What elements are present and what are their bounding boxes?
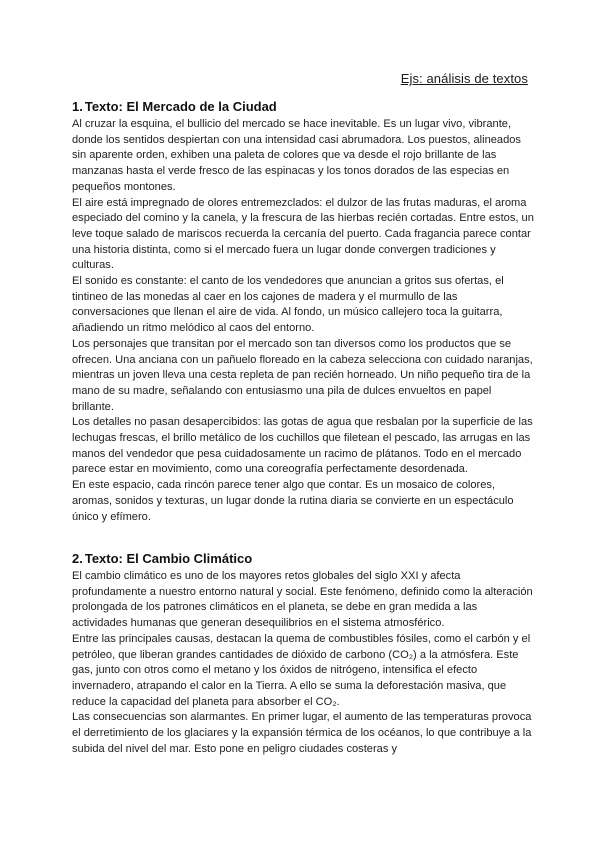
paragraph: Los personajes que transitan por el mercado son tan diversos como los productos que se ofrecen. Una anciana con un pañuelo floreado en la cabeza selecciona con cuidado naranjas, mientras un joven lleva una cesta repleta de pan recién horneado. Un niño pequeño tira de la mano de su madre, señalando con entusiasmo una pila de dulces envueltos en papel brillante. [72, 337, 533, 413]
section-heading [72, 551, 534, 567]
section-cambio-climatico [72, 551, 534, 757]
section-mercado [72, 99, 534, 525]
section-heading [72, 99, 534, 115]
document-header-title: Ejs: análisis de textos [400, 71, 528, 86]
paragraph: Los detalles no pasan desapercibidos: las gotas de agua que resbalan por la superficie de las lechugas frescas, el brillo metálico de los cuchillos que filetean el pescado, las arrugas en las manos del vendedor que pesa cuidadosamente un racimo de plátanos. Todo en el mercado parece estar en movimiento, como una coreografía perfectamente desordenada. [72, 416, 533, 476]
paragraph: Al cruzar la esquina, el bullicio del mercado se hace inevitable. Es un lugar vivo, vibrante, donde los sentidos despiertan con una intensidad casi abrumadora. Los puestos, alineados sin aparente orden, exhiben una paleta de colores que va desde el rojo brillante de las manzanas hasta el verde fresco de las espinacas y los tonos dorados de las especias en pequeños montones. [72, 118, 521, 193]
paragraph: Entre las principales causas, destacan la quema de combustibles fósiles, como el carbón y el petróleo, que liberan grandes cantidades de dióxido de carbono (CO₂) a la atmósfera. Este gas, junto con otros como el metano y los óxidos de nitrógeno, intensifica el efecto invernadero, atrapando el calor en la Tierra. A ello se suma la deforestación masiva, que reduce la capacidad del planeta para absorber el CO₂. [72, 632, 531, 708]
section-title: Texto: El Cambio Climático [84, 551, 253, 566]
section-number: 2. [72, 551, 83, 566]
paragraph: En este espacio, cada rincón parece tener algo que contar. Es un mosaico de colores, aromas, sonidos y texturas, un lugar donde la rutina diaria se convierte en un espectáculo único y efímero. [72, 479, 514, 523]
section-title: Texto: El Mercado de la Ciudad [84, 99, 277, 114]
paragraph: El cambio climático es uno de los mayores retos globales del siglo XXI y afecta profundamente a nuestro entorno natural y social. Este fenómeno, definido como la alteración prolongada de los patrones climáticos en el planeta, se debe en gran medida a las actividades humanas que generan desequilibrios en el sistema atmosférico. [72, 570, 533, 630]
section-number: 1. [72, 99, 83, 114]
paragraph: El sonido es constante: el canto de los vendedores que anuncian a gritos sus ofertas, el tintineo de las monedas al caer en los cajones de madera y el murmullo de las conversaciones que llenan el aire de vida. Al fondo, un músico callejero toca la guitarra, añadiendo un ritmo melódico al caos del entorno. [72, 275, 504, 335]
paragraph: Las consecuencias son alarmantes. En primer lugar, el aumento de las temperaturas provoca el derretimiento de los glaciares y la expansión térmica de los océanos, lo que contribuye a la subida del nivel del mar. Esto pone en peligro ciudades costeras y [72, 711, 532, 755]
paragraph: El aire está impregnado de olores entremezclados: el dulzor de las frutas maduras, el aroma especiado del comino y la canela, y la frescura de las hierbas recién cortadas. Entre estos, un leve toque salado de mariscos recuerda la cercanía del puerto. Cada fragancia parece contar una historia distinta, como si el mercado fuera un lugar donde convergen tradiciones y culturas. [72, 196, 534, 272]
